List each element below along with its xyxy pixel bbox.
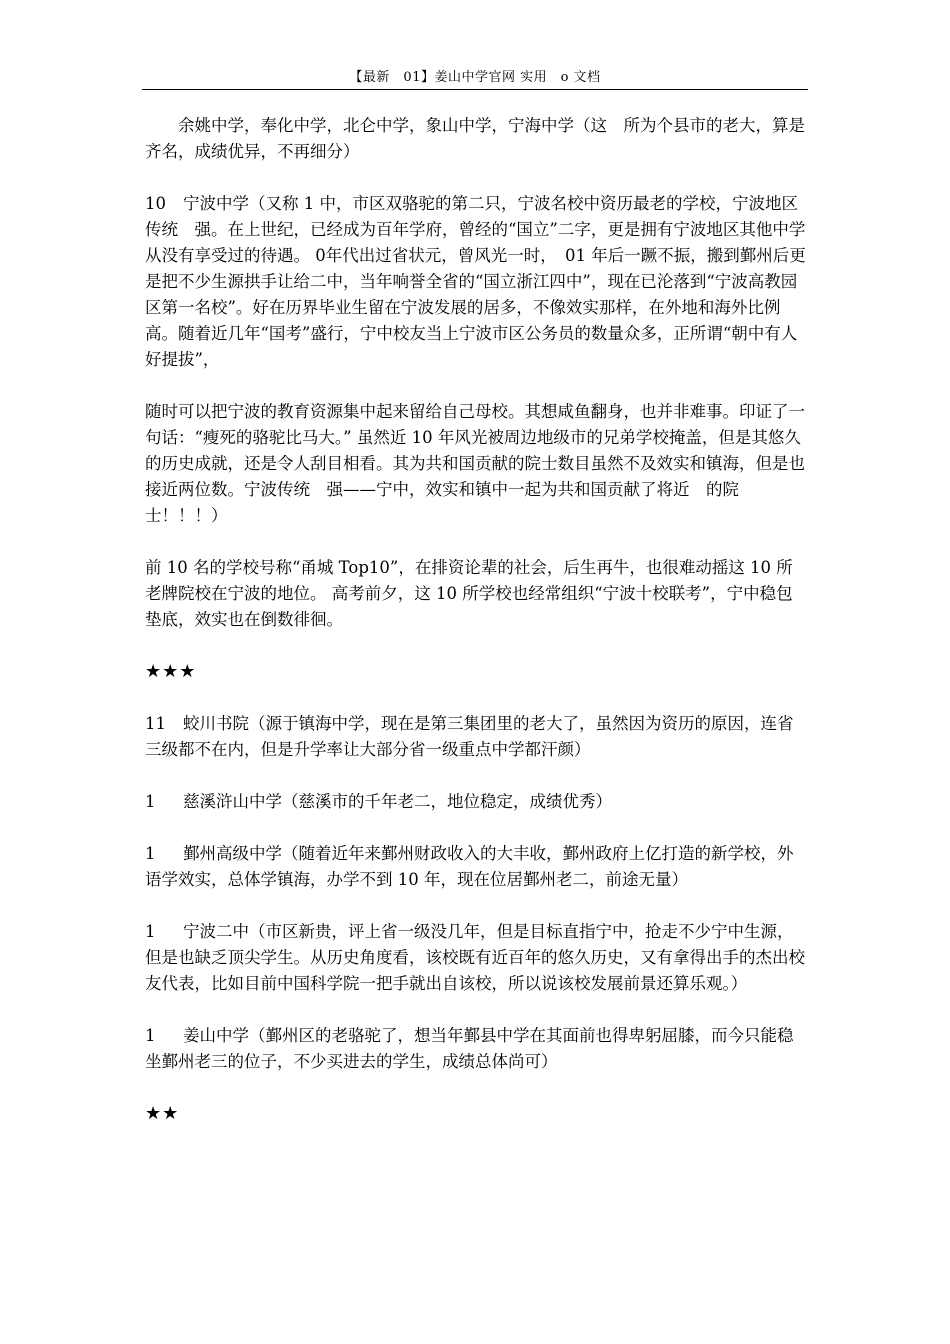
- rank-number: 1: [145, 792, 156, 811]
- rank-number: 1: [145, 1026, 156, 1045]
- paragraph-jiaochuan: [145, 711, 809, 763]
- document-body: [145, 113, 809, 1153]
- rank-number: 10: [145, 194, 166, 213]
- paragraph-text: 姜山中学（鄞州区的老骆驼了，想当年鄞县中学在其面前也得卑躬屈膝，而今只能稳坐鄞州老三的位子，不少买进去的学生，成绩总体尚可）: [145, 1026, 794, 1071]
- paragraph-county-schools: 余姚中学，奉化中学，北仑中学，象山中学，宁海中学（这 所为个县市的老大，算是齐名，成绩优异，不再细分）: [145, 116, 805, 161]
- paragraph-text: 慈溪浒山中学（慈溪市的千年老二，地位稳定，成绩优秀）: [183, 792, 612, 811]
- page-header: 【最新 01】姜山中学官网 实用 o 文档: [349, 70, 601, 85]
- paragraph-jiangshan: [145, 1023, 809, 1075]
- two-star-rating: ★★: [145, 1103, 180, 1124]
- header-divider: [142, 89, 808, 90]
- paragraph-yinzhou-senior: [145, 841, 809, 893]
- paragraph-text: 宁波中学（又称 1 中，市区双骆驼的第二只，宁波名校中资历最老的学校，宁波地区传统 强。在上世纪，已经成为百年学府，曾经的“国立”二字，更是拥有宁波地区其他中学从没有享受过的待遇。 0年代出过省状元，曾风光一时， 01 年后一蹶不振，搬到鄞州后更是把不少生源拱手让给二中，当年响誉全省的“国立浙江四中”，现在已沦落到“宁波高教园区第一名校”。好在历界毕业生留在宁波发展的居多，不像效实那样，在外地和海外比例高。随着近几年“国考”盛行，宁中校友当上宁波市区公务员的数量众多，正所谓“朝中有人好提拔”，: [145, 194, 806, 369]
- three-star-rating: ★★★: [145, 661, 197, 682]
- rank-number: 1: [145, 844, 156, 863]
- paragraph-top10: 前 10 名的学校号称“甬城 Top10”，在排资论辈的社会，后生再牛，也很难动摇这 10 所老牌院校在宁波的地位。 高考前夕，这 10 所学校也经常组织“宁波十校联考”，宁中稳包垫底，效实也在倒数徘徊。: [145, 558, 793, 629]
- paragraph-cixi-hushan: [145, 789, 809, 815]
- rank-number: 11: [145, 714, 166, 733]
- paragraph-text: 鄞州高级中学（随着近年来鄞州财政收入的大丰收，鄞州政府上亿打造的新学校，外语学效实，总体学镇海，办学不到 10 年，现在位居鄞州老二，前途无量）: [145, 844, 794, 889]
- paragraph-text: 宁波二中（市区新贵，评上省一级没几年，但是目标直指宁中，抢走不少宁中生源，但是也缺乏顶尖学生。从历史角度看，该校既有近百年的悠久历史，又有拿得出手的杰出校友代表，比如目前中国科学院一把手就出自该校，所以说该校发展前景还算乐观。）: [145, 922, 805, 993]
- paragraph-ningbo-second: [145, 919, 809, 997]
- rank-number: 1: [145, 922, 156, 941]
- paragraph-ningbo-continued: 随时可以把宁波的教育资源集中起来留给自己母校。其想咸鱼翻身，也并非难事。印证了一句话：“瘦死的骆驼比马大。” 虽然近 10 年风光被周边地级市的兄弟学校掩盖，但是其悠久的历史成就，还是令人刮目相看。其为共和国贡献的院士数目虽然不及效实和镇海，但是也接近两位数。宁波传统 强——宁中，效实和镇中一起为共和国贡献了将近 的院士！！！）: [145, 402, 805, 525]
- paragraph-ningbo-middle-school: [145, 191, 809, 373]
- paragraph-text: 蛟川书院（源于镇海中学，现在是第三集团里的老大了，虽然因为资历的原因，连省三级都不在内，但是升学率让大部分省一级重点中学都汗颜）: [145, 714, 794, 759]
